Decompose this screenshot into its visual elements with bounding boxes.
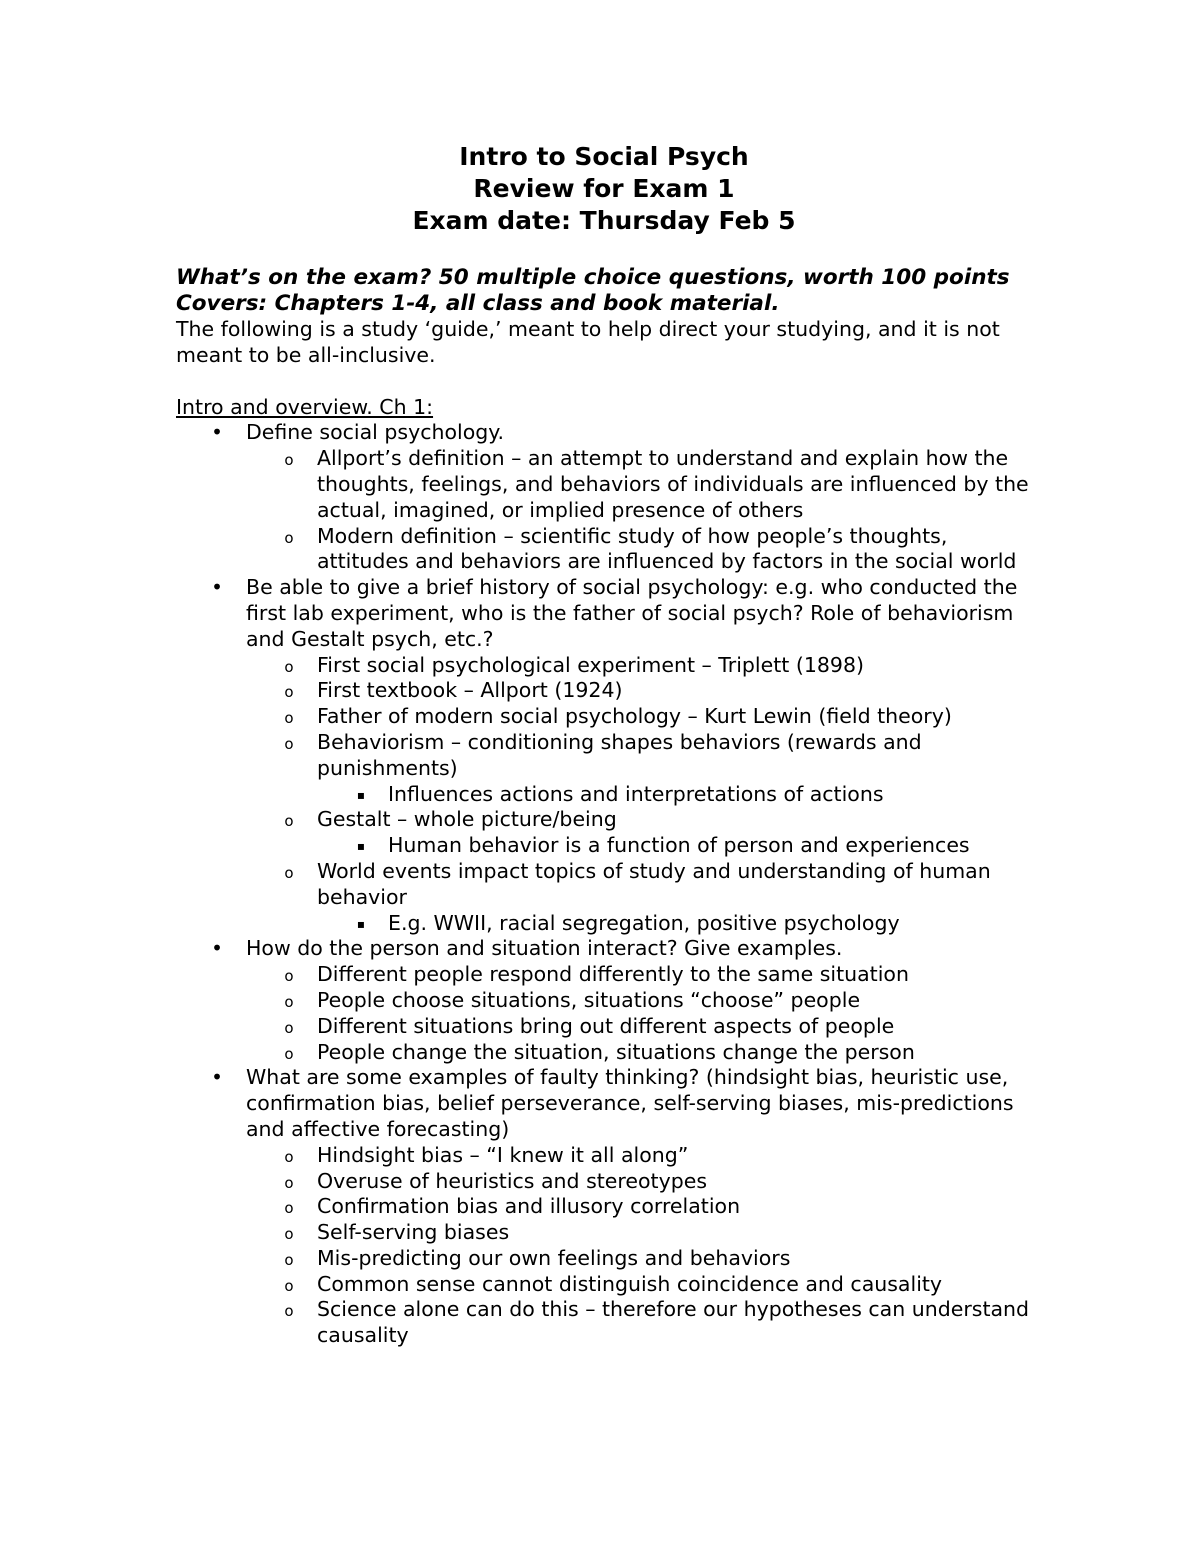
bullet-2-icon: o — [284, 1225, 294, 1244]
list-item-4-5 — [246, 1246, 1036, 1272]
list-item-text: Behaviorism – conditioning shapes behaviors (rewards and punishments) — [317, 729, 922, 780]
list-item-text: Gestalt – whole picture/being — [317, 807, 617, 832]
document-title — [172, 141, 1036, 237]
list-item-4 — [176, 1065, 1036, 1349]
list-item-2 — [176, 575, 1036, 936]
list-item-text: How do the person and situation interact? Give examples. — [246, 936, 843, 961]
sublist-level-3 — [317, 833, 1036, 859]
list-item-3-2 — [246, 988, 1036, 1014]
bullet-1-icon: • — [211, 936, 223, 961]
list-item-text: Modern definition – scientific study of how people’s thoughts, attitudes and behaviors are influenced by factors in the social world — [317, 523, 1017, 574]
list-item-text: World events impact topics of study and understanding of human behavior — [317, 858, 991, 909]
exam-summary-line: What’s on the exam? 50 multiple choice questions, worth 100 points — [176, 265, 1010, 290]
list-item-text: What are some examples of faulty thinking? (hindsight bias, heuristic use, confirmation bias, belief perseverance, self-serving biases, mis-predictions and affective forecasting) — [246, 1065, 1014, 1141]
list-item-1-2 — [246, 524, 1036, 576]
sublist-level-2 — [246, 653, 1036, 937]
list-item-text: E.g. WWII, racial segregation, positive psychology — [388, 910, 900, 935]
sublist-level-3 — [317, 911, 1036, 937]
bullet-1-icon: • — [211, 1065, 223, 1090]
list-item-text: Human behavior is a function of person and experiences — [388, 833, 970, 858]
list-item-text: Allport’s definition – an attempt to understand and explain how the thoughts, feelings, and behaviors of individuals are influenced by the actual, imagined, or implied presence of others — [317, 446, 1029, 522]
document-page — [176, 141, 1036, 1349]
list-item-2-4-1 — [317, 782, 1036, 808]
outline-list — [176, 420, 1036, 1349]
bullet-2-icon: o — [284, 1199, 294, 1218]
title-line-exam-date: Exam date: Thursday Feb 5 — [412, 206, 796, 235]
list-item-4-1 — [246, 1143, 1036, 1169]
bullet-2-icon: o — [284, 709, 294, 728]
list-item-3 — [176, 936, 1036, 1065]
list-item-2-4 — [246, 730, 1036, 807]
list-item-text: Common sense cannot distinguish coincidence and causality — [317, 1271, 943, 1296]
bullet-2-icon: o — [284, 812, 294, 831]
bullet-3-icon: ▪ — [356, 839, 366, 854]
bullet-2-icon: o — [284, 1147, 294, 1166]
sublist-level-2 — [246, 962, 1036, 1065]
title-line-review: Review for Exam 1 — [473, 174, 735, 203]
list-item-4-3 — [246, 1194, 1036, 1220]
bullet-2-icon: o — [284, 967, 294, 986]
list-item-text: Confirmation bias and illusory correlation — [317, 1194, 741, 1219]
bullet-1-icon: • — [211, 575, 223, 600]
list-item-2-6 — [246, 859, 1036, 936]
bullet-2-icon: o — [284, 528, 294, 547]
list-item-text: Influences actions and interpretations of actions — [388, 781, 884, 806]
list-item-2-1 — [246, 653, 1036, 679]
list-item-text: Father of modern social psychology – Kurt Lewin (field theory) — [317, 704, 952, 729]
list-item-text: Self-serving biases — [317, 1220, 510, 1245]
bullet-1-icon: • — [211, 420, 223, 445]
bullet-2-icon: o — [284, 1173, 294, 1192]
sublist-level-2 — [246, 1143, 1036, 1349]
bullet-2-icon: o — [284, 992, 294, 1011]
list-item-2-5 — [246, 807, 1036, 859]
list-item-text: Define social psychology. — [246, 420, 505, 445]
list-item-text: First social psychological experiment – Triplett (1898) — [317, 652, 864, 677]
bullet-2-icon: o — [284, 1276, 294, 1295]
list-item-3-3 — [246, 1014, 1036, 1040]
title-line-course: Intro to Social Psych — [459, 142, 749, 171]
list-item-1-1 — [246, 446, 1036, 523]
sublist-level-2 — [246, 446, 1036, 575]
list-item-text: Science alone can do this – therefore our hypotheses can understand causality — [317, 1297, 1030, 1348]
list-item-2-2 — [246, 678, 1036, 704]
list-item-2-6-1 — [317, 911, 1036, 937]
list-item-4-7 — [246, 1297, 1036, 1349]
list-item-text: People change the situation, situations change the person — [317, 1039, 915, 1064]
list-item-4-2 — [246, 1169, 1036, 1195]
list-item-2-3 — [246, 704, 1036, 730]
list-item-text: First textbook – Allport (1924) — [317, 678, 623, 703]
bullet-3-icon: ▪ — [356, 787, 366, 802]
bullet-2-icon: o — [284, 1302, 294, 1321]
list-item-4-6 — [246, 1272, 1036, 1298]
list-item-3-4 — [246, 1040, 1036, 1066]
bullet-2-icon: o — [284, 1250, 294, 1269]
study-guide-note: The following is a study ‘guide,’ meant to help direct your studying, and it is not meant to be all-inclusive. — [176, 317, 1000, 367]
list-item-text: Different situations bring out different aspects of people — [317, 1013, 895, 1038]
bullet-2-icon: o — [284, 683, 294, 702]
list-item-1 — [176, 420, 1036, 575]
sublist-level-3 — [317, 782, 1036, 808]
bullet-2-icon: o — [284, 657, 294, 676]
list-item-text: Overuse of heuristics and stereotypes — [317, 1168, 708, 1193]
bullet-2-icon: o — [284, 1018, 294, 1037]
list-item-text: Different people respond differently to the same situation — [317, 962, 909, 987]
bullet-3-icon: ▪ — [356, 916, 366, 931]
list-item-2-5-1 — [317, 833, 1036, 859]
bullet-2-icon: o — [284, 863, 294, 882]
bullet-2-icon: o — [284, 734, 294, 753]
bullet-2-icon: o — [284, 451, 294, 470]
exam-coverage-line: Covers: Chapters 1-4, all class and book material. — [176, 291, 780, 316]
list-item-4-4 — [246, 1220, 1036, 1246]
list-item-text: Hindsight bias – “I knew it all along” — [317, 1142, 689, 1167]
list-item-text: People choose situations, situations “choose” people — [317, 987, 861, 1012]
section-heading: Intro and overview. Ch 1: — [176, 394, 434, 419]
list-item-text: Be able to give a brief history of social psychology: e.g. who conducted the first lab experiment, who is the father of social psych? Role of behaviorism and Gestalt psych, etc.? — [246, 575, 1018, 651]
list-item-text: Mis-predicting our own feelings and behaviors — [317, 1245, 791, 1270]
bullet-2-icon: o — [284, 1044, 294, 1063]
list-item-3-1 — [246, 962, 1036, 988]
